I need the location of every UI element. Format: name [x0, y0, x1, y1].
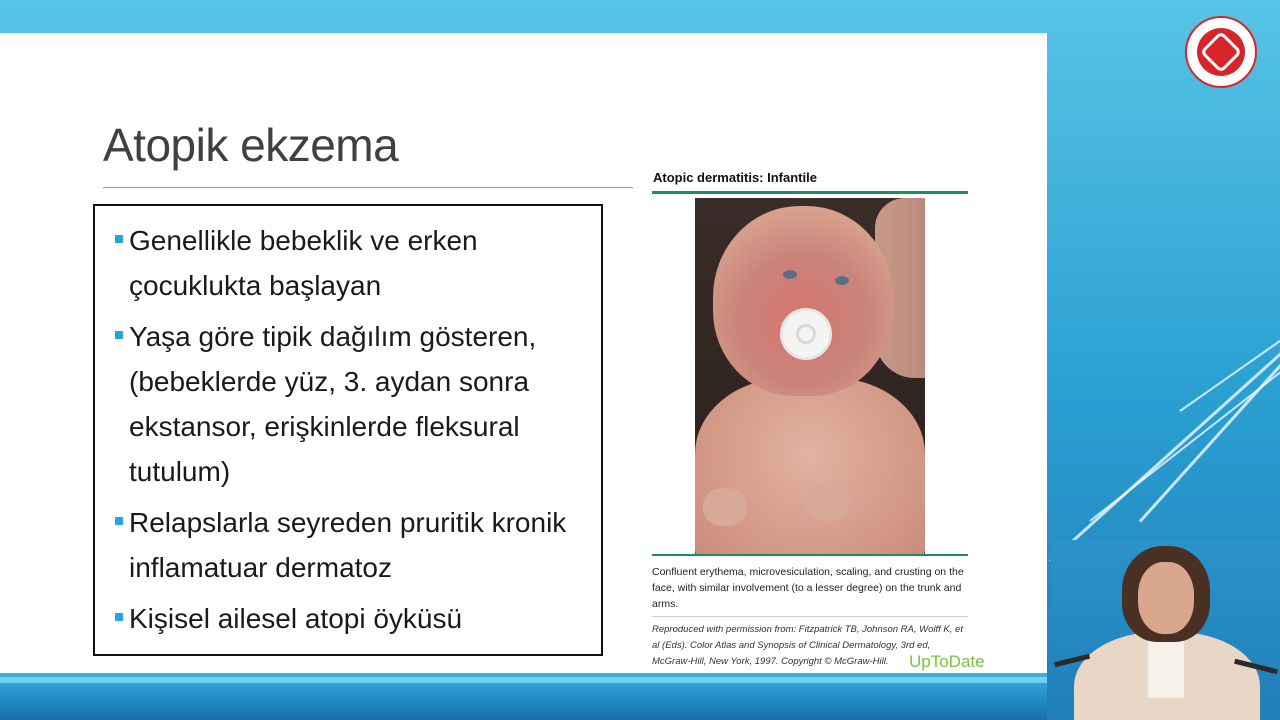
decorative-line [1139, 357, 1280, 522]
bullet-item [113, 314, 583, 494]
bullet-item [113, 500, 583, 590]
figure-credit: Reproduced with permission from: Fitzpatrick TB, Johnson RA, Wolff K, et al (Eds). Color Atlas and Synopsis of Clinical Dermatology, 3rd ed, McGraw-Hill, New York, 1997. Copyright © McGraw-Hill. [652, 624, 963, 667]
decorative-line [1089, 336, 1280, 522]
photo-baby-body [695, 378, 925, 554]
slide-footer-band [0, 673, 1047, 720]
bullet-marker [115, 613, 123, 621]
figure-title: Atopic dermatitis: Infantile [653, 170, 817, 185]
bullet-text: Yaşa göre tipik dağılım gösteren, (bebeklerde yüz, 3. aydan sonra ekstansor, erişkinlerde fleksural tutulum) [129, 321, 537, 487]
bullet-marker [115, 517, 123, 525]
photo-eye [783, 270, 797, 279]
slide-title: Atopik ekzema [103, 119, 399, 171]
university-logo-icon [1185, 16, 1257, 88]
bullet-item [113, 596, 583, 641]
figure-rule-top [652, 191, 968, 194]
photo-hand [703, 488, 747, 526]
bullet-text: Relapslarla seyreden pruritik kronik inflamatuar dermatoz [129, 507, 567, 583]
photo-baby-head [713, 206, 893, 396]
bullet-item [113, 218, 583, 308]
figure-panel [633, 158, 993, 680]
bullet-text: Kişisel ailesel atopi öyküsü [129, 603, 463, 634]
photo-hand [805, 483, 849, 521]
photo-pacifier [780, 308, 832, 360]
photo-eye [835, 276, 849, 285]
bullet-list [95, 206, 601, 641]
figure-caption: Confluent erythema, microvesiculation, scaling, and crusting on the face, with similar involvement (to a lesser degree) on the trunk and arms. [652, 566, 964, 610]
bullet-text: Genellikle bebeklik ve erken çocuklukta başlayan [129, 225, 478, 301]
title-divider [103, 187, 633, 188]
presenter-video [1050, 540, 1280, 720]
clinical-photo [695, 198, 925, 554]
figure-rule-bottom [652, 554, 968, 556]
footer-stripe [0, 677, 1047, 683]
presenter-face [1138, 562, 1194, 634]
bullet-marker [115, 235, 123, 243]
decorative-line [1049, 340, 1280, 563]
presenter-shirt [1148, 638, 1184, 698]
bullet-marker [115, 331, 123, 339]
bullet-box [93, 204, 603, 656]
pacifier-ring [796, 324, 816, 344]
uptodate-brand: UpToDate [909, 652, 985, 671]
figure-divider [652, 616, 968, 617]
